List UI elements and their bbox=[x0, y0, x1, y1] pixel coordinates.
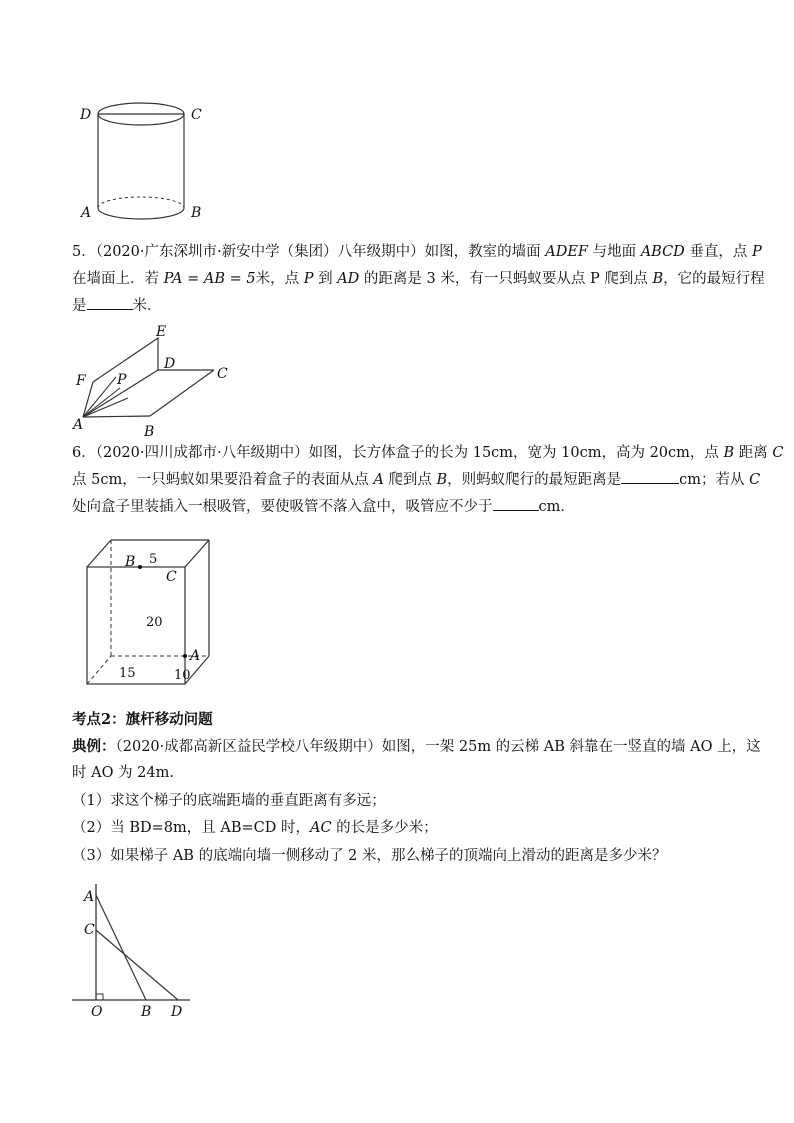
q5-text: 米，点 bbox=[255, 271, 304, 287]
box-label-20: 20 bbox=[146, 615, 163, 630]
ladder-label-b: B bbox=[141, 1004, 152, 1020]
q6-number: 6． bbox=[72, 445, 96, 461]
example-line-1 bbox=[72, 733, 761, 761]
box-label-c: C bbox=[166, 569, 177, 585]
ladder-label-d: D bbox=[171, 1004, 183, 1020]
q6-text: cm；若从 bbox=[679, 472, 750, 488]
q5-formula: PA = AB = 5 bbox=[163, 271, 256, 287]
ladder-figure bbox=[70, 880, 200, 1020]
example-var: AC bbox=[309, 820, 332, 836]
wall-label-a: A bbox=[73, 417, 84, 433]
wall-label-d: D bbox=[164, 356, 176, 372]
q5-source: （2020·广东深圳市·新安中学（集团）八年级期中） bbox=[95, 244, 425, 260]
q6-answer-blank-1[interactable] bbox=[621, 469, 679, 484]
example-sub-2 bbox=[72, 815, 722, 842]
cylinder-figure bbox=[70, 95, 220, 227]
q5-text: ，它的最短行程 bbox=[663, 271, 765, 287]
q6-line-2 bbox=[72, 467, 761, 494]
q5-text: 垂直，点 bbox=[684, 244, 753, 260]
box-figure bbox=[75, 530, 215, 690]
q5-text: 是 bbox=[72, 298, 87, 314]
q6-text: 距离 bbox=[734, 445, 773, 461]
q5-var: P bbox=[303, 271, 314, 287]
q6-text: 处向盒子里装插入一根吸管，要使吸管不落入盒中，吸管应不少于 bbox=[72, 499, 493, 515]
q5-line-2 bbox=[72, 266, 765, 293]
q6-line-1 bbox=[72, 440, 784, 467]
q6-var: C bbox=[772, 445, 784, 461]
q6-var: B bbox=[436, 472, 448, 488]
q6-answer-blank-2[interactable] bbox=[493, 496, 539, 511]
box-label-b: B bbox=[125, 554, 136, 570]
example-sub-3: （3）如果梯子 AB 的底端向墙一侧移动了 2 米，那么梯子的顶端向上滑动的距离是多少米？ bbox=[72, 848, 667, 864]
q5-answer-blank[interactable] bbox=[87, 295, 133, 310]
q5-text: 与地面 bbox=[587, 244, 641, 260]
q5-var: ABCD bbox=[640, 244, 685, 260]
wall-label-b: B bbox=[144, 424, 155, 440]
example-text: 的长是多少米； bbox=[331, 820, 438, 836]
box-label-5: 5 bbox=[149, 552, 158, 567]
q5-number: 5． bbox=[72, 244, 96, 260]
q5-text: 米． bbox=[132, 298, 162, 314]
q5-text: 的距离是 3 米，有一只蚂蚁要从点 P 爬到点 bbox=[359, 271, 653, 287]
q5-text: 如图，教室的墙面 bbox=[424, 244, 546, 260]
ladder-label-c: C bbox=[84, 922, 95, 938]
cyl-label-d: D bbox=[80, 107, 92, 123]
q5-line-1 bbox=[72, 239, 762, 266]
q5-line-3 bbox=[72, 293, 722, 320]
box-label-a: A bbox=[190, 648, 201, 664]
wall-floor-figure bbox=[70, 322, 245, 440]
wall-label-c: C bbox=[217, 366, 228, 382]
wall-label-p: P bbox=[117, 372, 127, 388]
q5-text: 在墙面上．若 bbox=[72, 271, 164, 287]
example-text: （2）当 BD=8m，且 AB=CD 时， bbox=[72, 820, 310, 836]
q5-var: B bbox=[652, 271, 664, 287]
q6-var: C bbox=[749, 472, 761, 488]
q6-text: cm． bbox=[538, 499, 575, 515]
q5-text: 到 bbox=[313, 271, 338, 287]
example-sub-1: （1）求这个梯子的底端距墙的垂直距离有多远； bbox=[72, 793, 386, 809]
cyl-label-b: B bbox=[191, 205, 202, 221]
example-text: （2020·成都高新区益民学校八年级期中）如图，一架 25m 的云梯 AB 斜靠在一竖直的墙 AO 上，这 bbox=[115, 739, 761, 755]
q5-var: AD bbox=[337, 271, 360, 287]
q6-text: 点 5cm，一只蚂蚁如果要沿着盒子的表面从点 bbox=[72, 472, 374, 488]
ladder-label-a: A bbox=[84, 889, 95, 905]
q6-text: ，则蚂蚁爬行的最短距离是 bbox=[447, 472, 622, 488]
box-label-15: 15 bbox=[119, 666, 136, 681]
wall-label-e: E bbox=[156, 324, 167, 340]
section-heading: 考点2：旗杆移动问题 bbox=[72, 711, 213, 728]
cyl-label-a: A bbox=[81, 205, 92, 221]
q6-text: 如图，长方体盒子的长为 15cm，宽为 10cm，高为 20cm，点 bbox=[308, 445, 724, 461]
q6-source: （2020·四川成都市·八年级期中） bbox=[95, 445, 309, 461]
ladder-label-o: O bbox=[91, 1004, 103, 1020]
cyl-label-c: C bbox=[191, 107, 202, 123]
q6-text: 爬到点 bbox=[383, 472, 437, 488]
q6-line-3 bbox=[72, 494, 722, 521]
box-label-10: 10 bbox=[174, 668, 191, 683]
q5-var: P bbox=[752, 244, 762, 260]
example-label: 典例： bbox=[72, 738, 116, 755]
q6-var: A bbox=[373, 472, 384, 488]
q5-var: ADEF bbox=[545, 244, 588, 260]
example-line-2: 时 AO 为 24m. bbox=[72, 765, 174, 781]
q6-var: B bbox=[723, 445, 735, 461]
wall-label-f: F bbox=[76, 373, 86, 389]
